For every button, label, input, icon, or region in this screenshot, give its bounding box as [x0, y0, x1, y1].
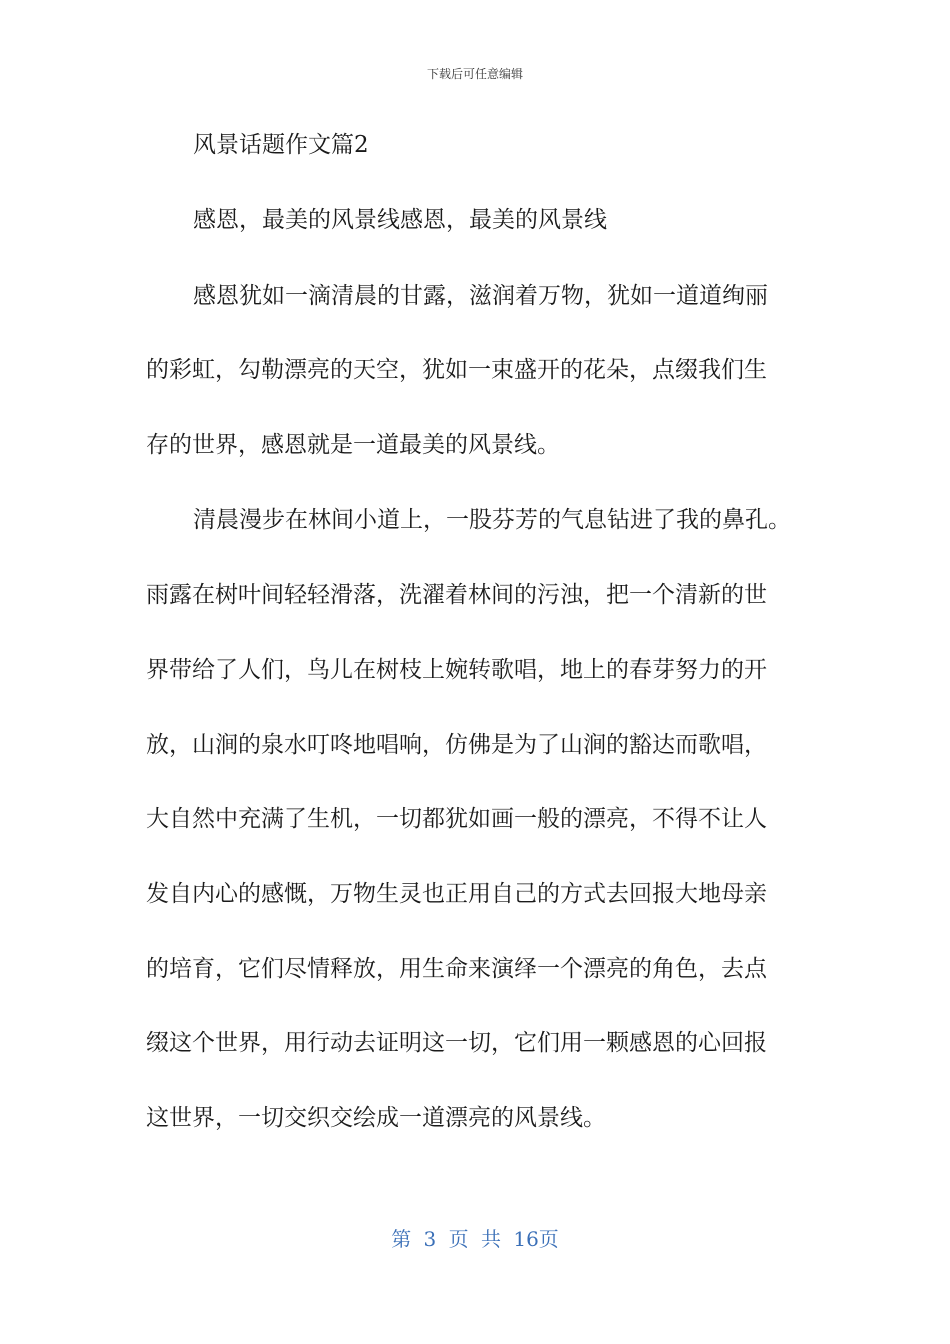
paragraph-2-line-8: 缀这个世界，用行动去证明这一切，它们用一颗感恩的心回报: [146, 1030, 767, 1056]
paragraph-2-line-3: 界带给了人们，鸟儿在树枝上婉转歌唱，地上的春芽努力的开: [146, 657, 767, 683]
paragraph-1-line-1: 感恩犹如一滴清晨的甘露，滋润着万物，犹如一道道绚丽: [193, 283, 768, 309]
paragraph-2-line-2: 雨露在树叶间轻轻滑落，洗濯着林间的污浊，把一个清新的世: [146, 582, 767, 608]
paragraph-2-line-6: 发自内心的感慨，万物生灵也正用自己的方式去回报大地母亲: [146, 881, 767, 907]
paragraph-2-line-1: 清晨漫步在林间小道上，一股芬芳的气息钻进了我的鼻孔。: [193, 507, 791, 533]
paragraph-2-line-4: 放，山涧的泉水叮咚地唱响，仿佛是为了山涧的豁达而歌唱，: [146, 732, 767, 758]
paragraph-2-line-7: 的培育，它们尽情释放，用生命来演绎一个漂亮的角色，去点: [146, 956, 767, 982]
paragraph-2-line-9: 这世界，一切交织交绘成一道漂亮的风景线。: [146, 1105, 606, 1131]
paragraph-2-line-5: 大自然中充满了生机，一切都犹如画一般的漂亮，不得不让人: [146, 806, 767, 832]
page-header-note: 下载后可任意编辑: [426, 67, 523, 81]
article-title: 感恩，最美的风景线感恩，最美的风景线: [193, 207, 607, 233]
page-number: 第 3 页 共 16页: [391, 1227, 559, 1251]
paragraph-1-line-2: 的彩虹，勾勒漂亮的天空，犹如一束盛开的花朵，点缀我们生: [146, 357, 767, 383]
section-title: 风景话题作文篇2: [193, 132, 369, 158]
paragraph-1-line-3: 存的世界，感恩就是一道最美的风景线。: [146, 432, 560, 458]
